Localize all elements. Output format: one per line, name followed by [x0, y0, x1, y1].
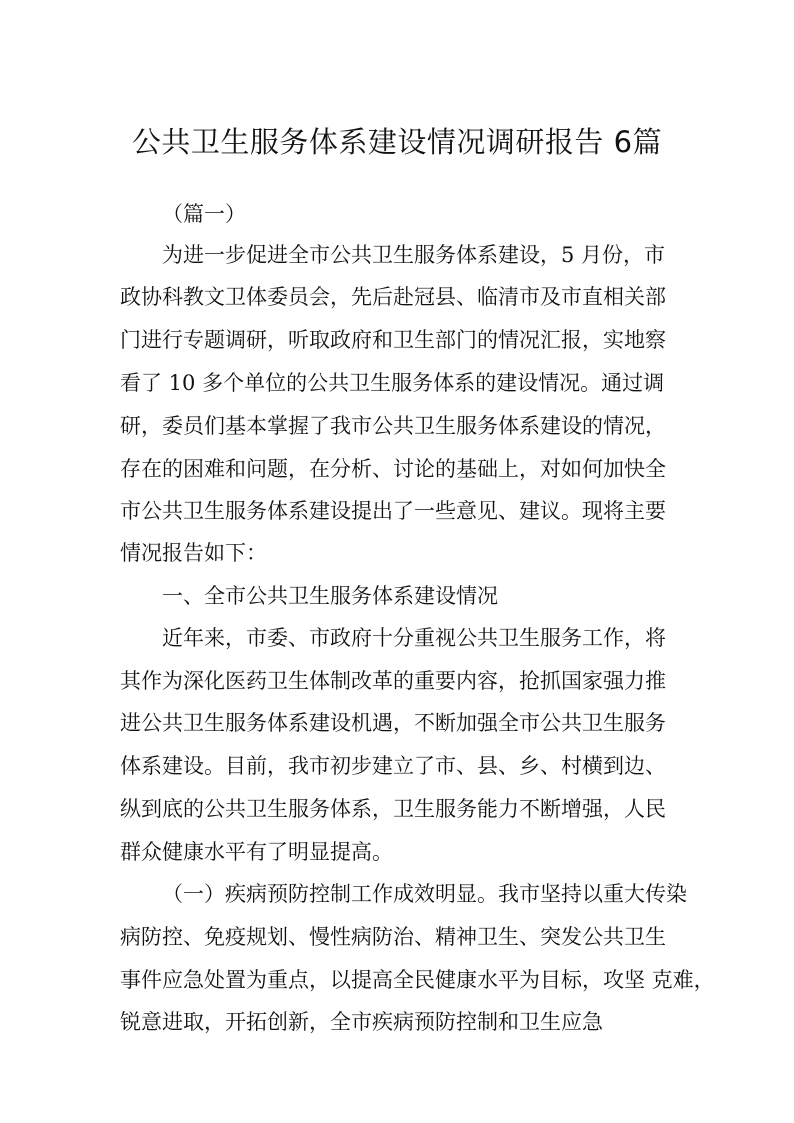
paragraph-line: 进公共卫生服务体系建设机遇，不断加强全市公共卫生服务 [120, 711, 666, 735]
paragraph-line: 市公共卫生服务体系建设提出了一些意见、建议。现将主要 [120, 499, 666, 523]
paragraph-line: 研，委员们基本掌握了我市公共卫生服务体系建设的情况， [120, 414, 666, 438]
paragraph-line: 政协科教文卫体委员会，先后赴冠县、临清市及市直相关部 [120, 285, 666, 309]
paragraph-line: 锐意进取，开拓创新，全市疾病预防控制和卫生应急 [120, 1010, 603, 1034]
paragraph-line: 其作为深化医药卫生体制改革的重要内容，抢抓国家强力推 [120, 669, 666, 693]
paragraph-line: 情况报告如下： [120, 541, 267, 565]
section-label: （篇一） [162, 202, 246, 226]
document-title: 公共卫生服务体系建设情况调研报告 6篇 [131, 125, 663, 159]
section-heading: 一、全市公共卫生服务体系建设情况 [162, 584, 498, 608]
paragraph-line: 纵到底的公共卫生服务体系，卫生服务能力不断增强，人民 [120, 797, 666, 821]
paragraph-line: 为进一步促进全市公共卫生服务体系建设，5 月份，市 [162, 243, 666, 267]
paragraph-line: 体系建设。目前，我市初步建立了市、县、乡、村横到边、 [120, 754, 666, 778]
paragraph-line: 群众健康水平有了明显提高。 [120, 840, 393, 864]
paragraph-line: （一）疾病预防控制工作成效明显。我市坚持以重大传染 [162, 882, 687, 906]
paragraph-line: 看了 10 多个单位的公共卫生服务体系的建设情况。通过调 [120, 371, 665, 395]
paragraph-line: 存在的困难和问题，在分析、讨论的基础上，对如何加快全 [120, 457, 666, 481]
paragraph-line: 事件应急处置为重点，以提高全民健康水平为目标，攻坚 克难， [120, 968, 715, 992]
paragraph-line: 近年来，市委、市政府十分重视公共卫生服务工作，将 [162, 626, 666, 650]
paragraph-line: 病防控、免疫规划、慢性病防治、精神卫生、突发公共卫生 [120, 925, 666, 949]
paragraph-line: 门进行专题调研，听取政府和卫生部门的情况汇报，实地察 [120, 328, 666, 352]
